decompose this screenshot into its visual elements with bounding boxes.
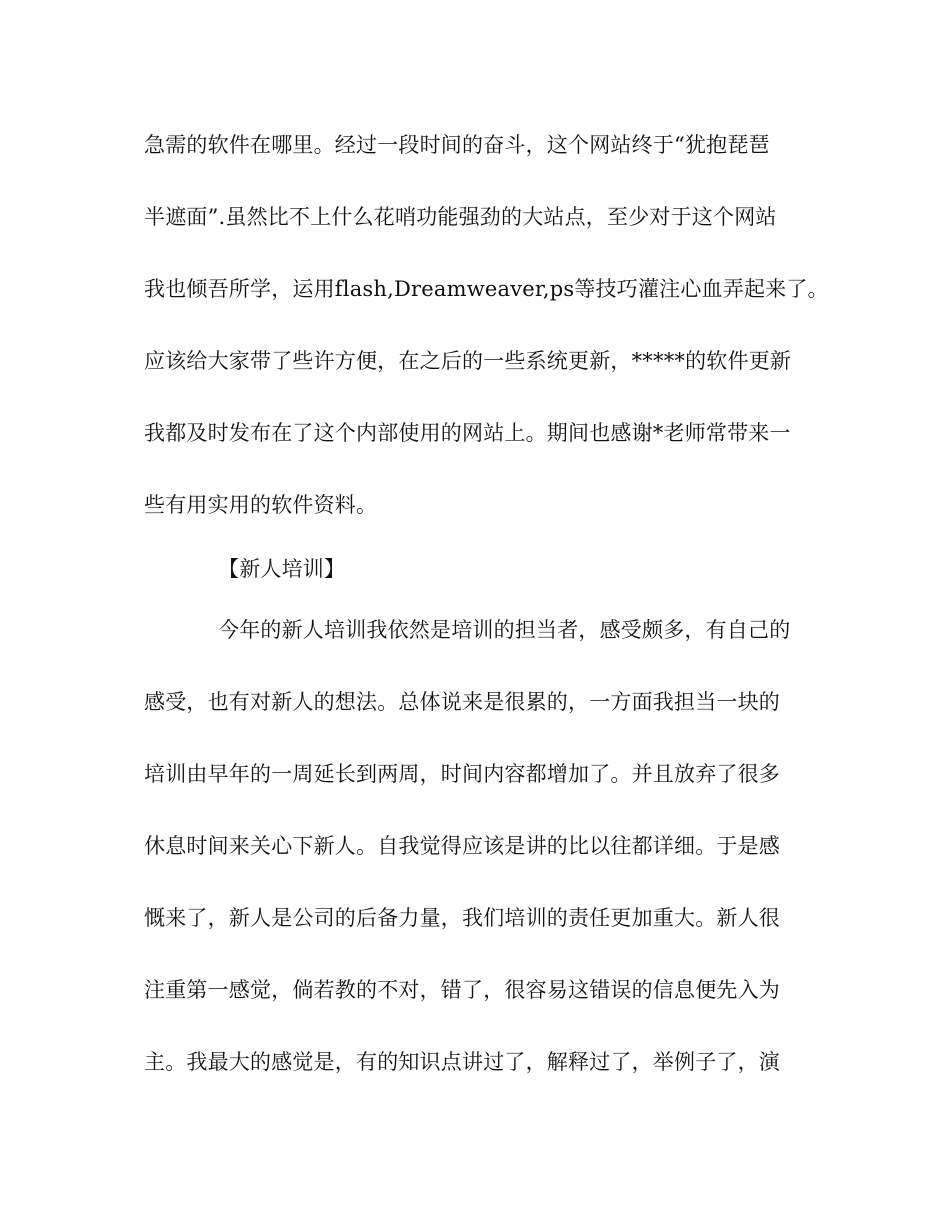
paragraph-line: 注重第一感觉，倘若教的不对，错了，很容易这错误的信息便先入为 xyxy=(144,978,780,1002)
paragraph-line: 今年的新人培训我依然是培训的担当者，感受颇多，有自己的 xyxy=(218,618,791,642)
paragraph-line: 我都及时发布在了这个内部使用的网站上。期间也感谢*老师常带来一 xyxy=(144,421,791,445)
paragraph-line: 培训由早年的一周延长到两周，时间内容都增加了。并且放弃了很多 xyxy=(144,762,780,786)
paragraph-line: 些有用实用的软件资料。 xyxy=(144,493,378,517)
paragraph-line: 感受，也有对新人的想法。总体说来是很累的，一方面我担当一块的 xyxy=(144,690,780,714)
paragraph-line: 主。我最大的感觉是，有的知识点讲过了，解释过了，举例子了，演 xyxy=(144,1050,780,1074)
paragraph-line: 我也倾吾所学，运用flash,Dreamweaver,ps等技巧灌注心血弄起来了。 xyxy=(144,277,829,301)
paragraph-line: 应该给大家带了些许方便，在之后的一些系统更新，*****的软件更新 xyxy=(144,349,792,373)
section-heading: 【新人培训】 xyxy=(218,557,346,581)
paragraph-line: 急需的软件在哪里。经过一段时间的奋斗，这个网站终于“犹抱琵琶 xyxy=(144,133,770,157)
paragraph-line: 慨来了，新人是公司的后备力量，我们培训的责任更加重大。新人很 xyxy=(144,906,780,930)
paragraph-line: 半遮面”.虽然比不上什么花哨功能强劲的大站点，至少对于这个网站 xyxy=(144,205,777,229)
paragraph-line: 休息时间来关心下新人。自我觉得应该是讲的比以往都详细。于是感 xyxy=(144,834,780,858)
